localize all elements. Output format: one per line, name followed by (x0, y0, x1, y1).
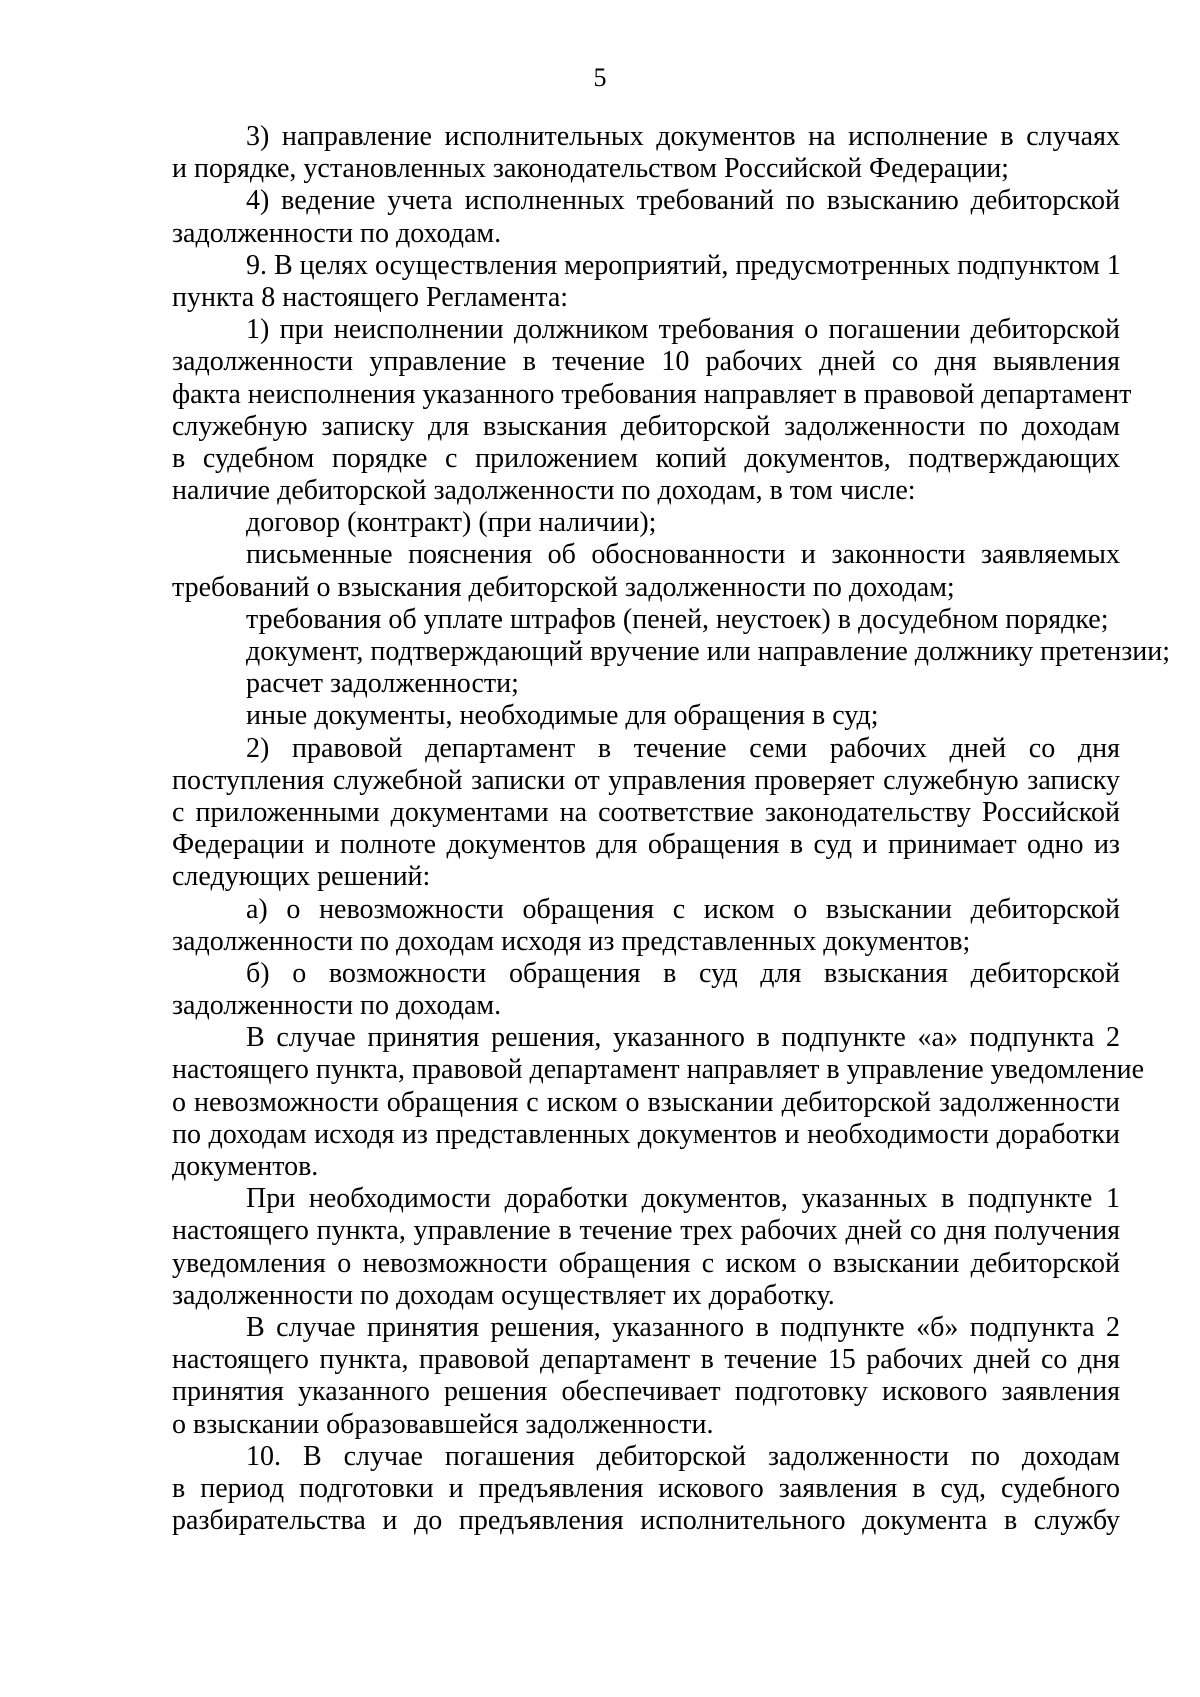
text-line: 10. В случае погашения дебиторской задолженности по доходам (246, 1440, 1120, 1472)
text-line: в период подготовки и предъявления искового заявления в суд, судебного (172, 1472, 1120, 1504)
text-line: 4) ведение учета исполненных требований по взысканию дебиторской (246, 185, 1120, 217)
text-line: задолженности по доходам осуществляет их доработку. (172, 1279, 835, 1311)
text-line: настоящего пункта, управление в течение трех рабочих дней со дня получения (172, 1215, 1120, 1247)
text-line: 3) направление исполнительных документов на исполнение в случаях (246, 121, 1120, 152)
text-line: уведомления о невозможности обращения с иском о взыскании дебиторской (172, 1247, 1120, 1279)
text-line: 1) при неисполнении должником требования о погашении дебиторской (246, 314, 1120, 346)
text-line: Федерации и полноте документов для обращения в суд и принимает одно из (172, 829, 1120, 861)
text-line: требования об уплате штрафов (пеней, неустоек) в досудебном порядке; (246, 603, 1109, 635)
text-line: требований о взыскания дебиторской задолженности по доходам; (172, 571, 955, 603)
document-body (172, 121, 1170, 1537)
text-line: наличие дебиторской задолженности по доходам, в том числе: (172, 475, 916, 507)
text-line: 9. В целях осуществления мероприятий, предусмотренных подпунктом 1 (246, 249, 1121, 281)
text-line: 2) правовой департамент в течение семи рабочих дней со дня (246, 732, 1120, 764)
text-line: задолженности управление в течение 10 рабочих дней со дня выявления (172, 346, 1120, 378)
text-line: о невозможности обращения с иском о взыскании дебиторской задолженности (172, 1086, 1120, 1118)
text-line: б) о возможности обращения в суд для взыскания дебиторской (246, 957, 1120, 989)
text-line: письменные пояснения об обоснованности и законности заявляемых (246, 539, 1120, 571)
text-line: поступления служебной записки от управления проверяет служебную записку (172, 764, 1120, 796)
text-line: факта неисполнения указанного требования направляет в правовой департамент (172, 378, 1132, 410)
page-number: 5 (593, 63, 607, 92)
text-line: задолженности по доходам исходя из представленных документов; (172, 925, 971, 957)
text-line: и порядке, установленных законодательством Российской Федерации; (172, 153, 1009, 185)
text-line: расчет задолженности; (246, 668, 519, 700)
text-line: настоящего пункта, правовой департамент направляет в управление уведомление (172, 1054, 1145, 1086)
text-line: иные документы, необходимые для обращения в суд; (246, 700, 879, 732)
text-line: с приложенными документами на соответствие законодательству Российской (172, 796, 1120, 828)
text-line: задолженности по доходам. (172, 990, 502, 1022)
text-line: договор (контракт) (при наличии); (246, 507, 657, 539)
text-line: документов. (172, 1151, 319, 1182)
text-line: по доходам исходя из представленных документов и необходимости доработки (172, 1118, 1120, 1150)
text-line: В случае принятия решения, указанного в подпункте «а» подпункта 2 (246, 1022, 1120, 1054)
text-line: настоящего пункта, правовой департамент в течение 15 рабочих дней со дня (172, 1344, 1120, 1376)
text-line: документ, подтверждающий вручение или направление должнику претензии; (246, 636, 1170, 667)
text-line: принятия указанного решения обеспечивает подготовку искового заявления (172, 1376, 1120, 1408)
text-line: служебную записку для взыскания дебиторской задолженности по доходам (172, 410, 1120, 442)
text-line: пункта 8 настоящего Регламента: (172, 281, 569, 313)
text-line: а) о невозможности обращения с иском о взыскании дебиторской (246, 893, 1120, 925)
text-line: следующих решений: (172, 861, 431, 893)
text-line: разбирательства и до предъявления исполнительного документа в службу (172, 1505, 1120, 1537)
text-line: о взыскании образовавшейся задолженности. (172, 1408, 714, 1440)
text-line: в судебном порядке с приложением копий документов, подтверждающих (172, 442, 1120, 474)
text-line: задолженности по доходам. (172, 217, 502, 249)
text-line: В случае принятия решения, указанного в подпункте «б» подпункта 2 (246, 1311, 1120, 1343)
text-line: При необходимости доработки документов, указанных в подпункте 1 (246, 1183, 1120, 1215)
